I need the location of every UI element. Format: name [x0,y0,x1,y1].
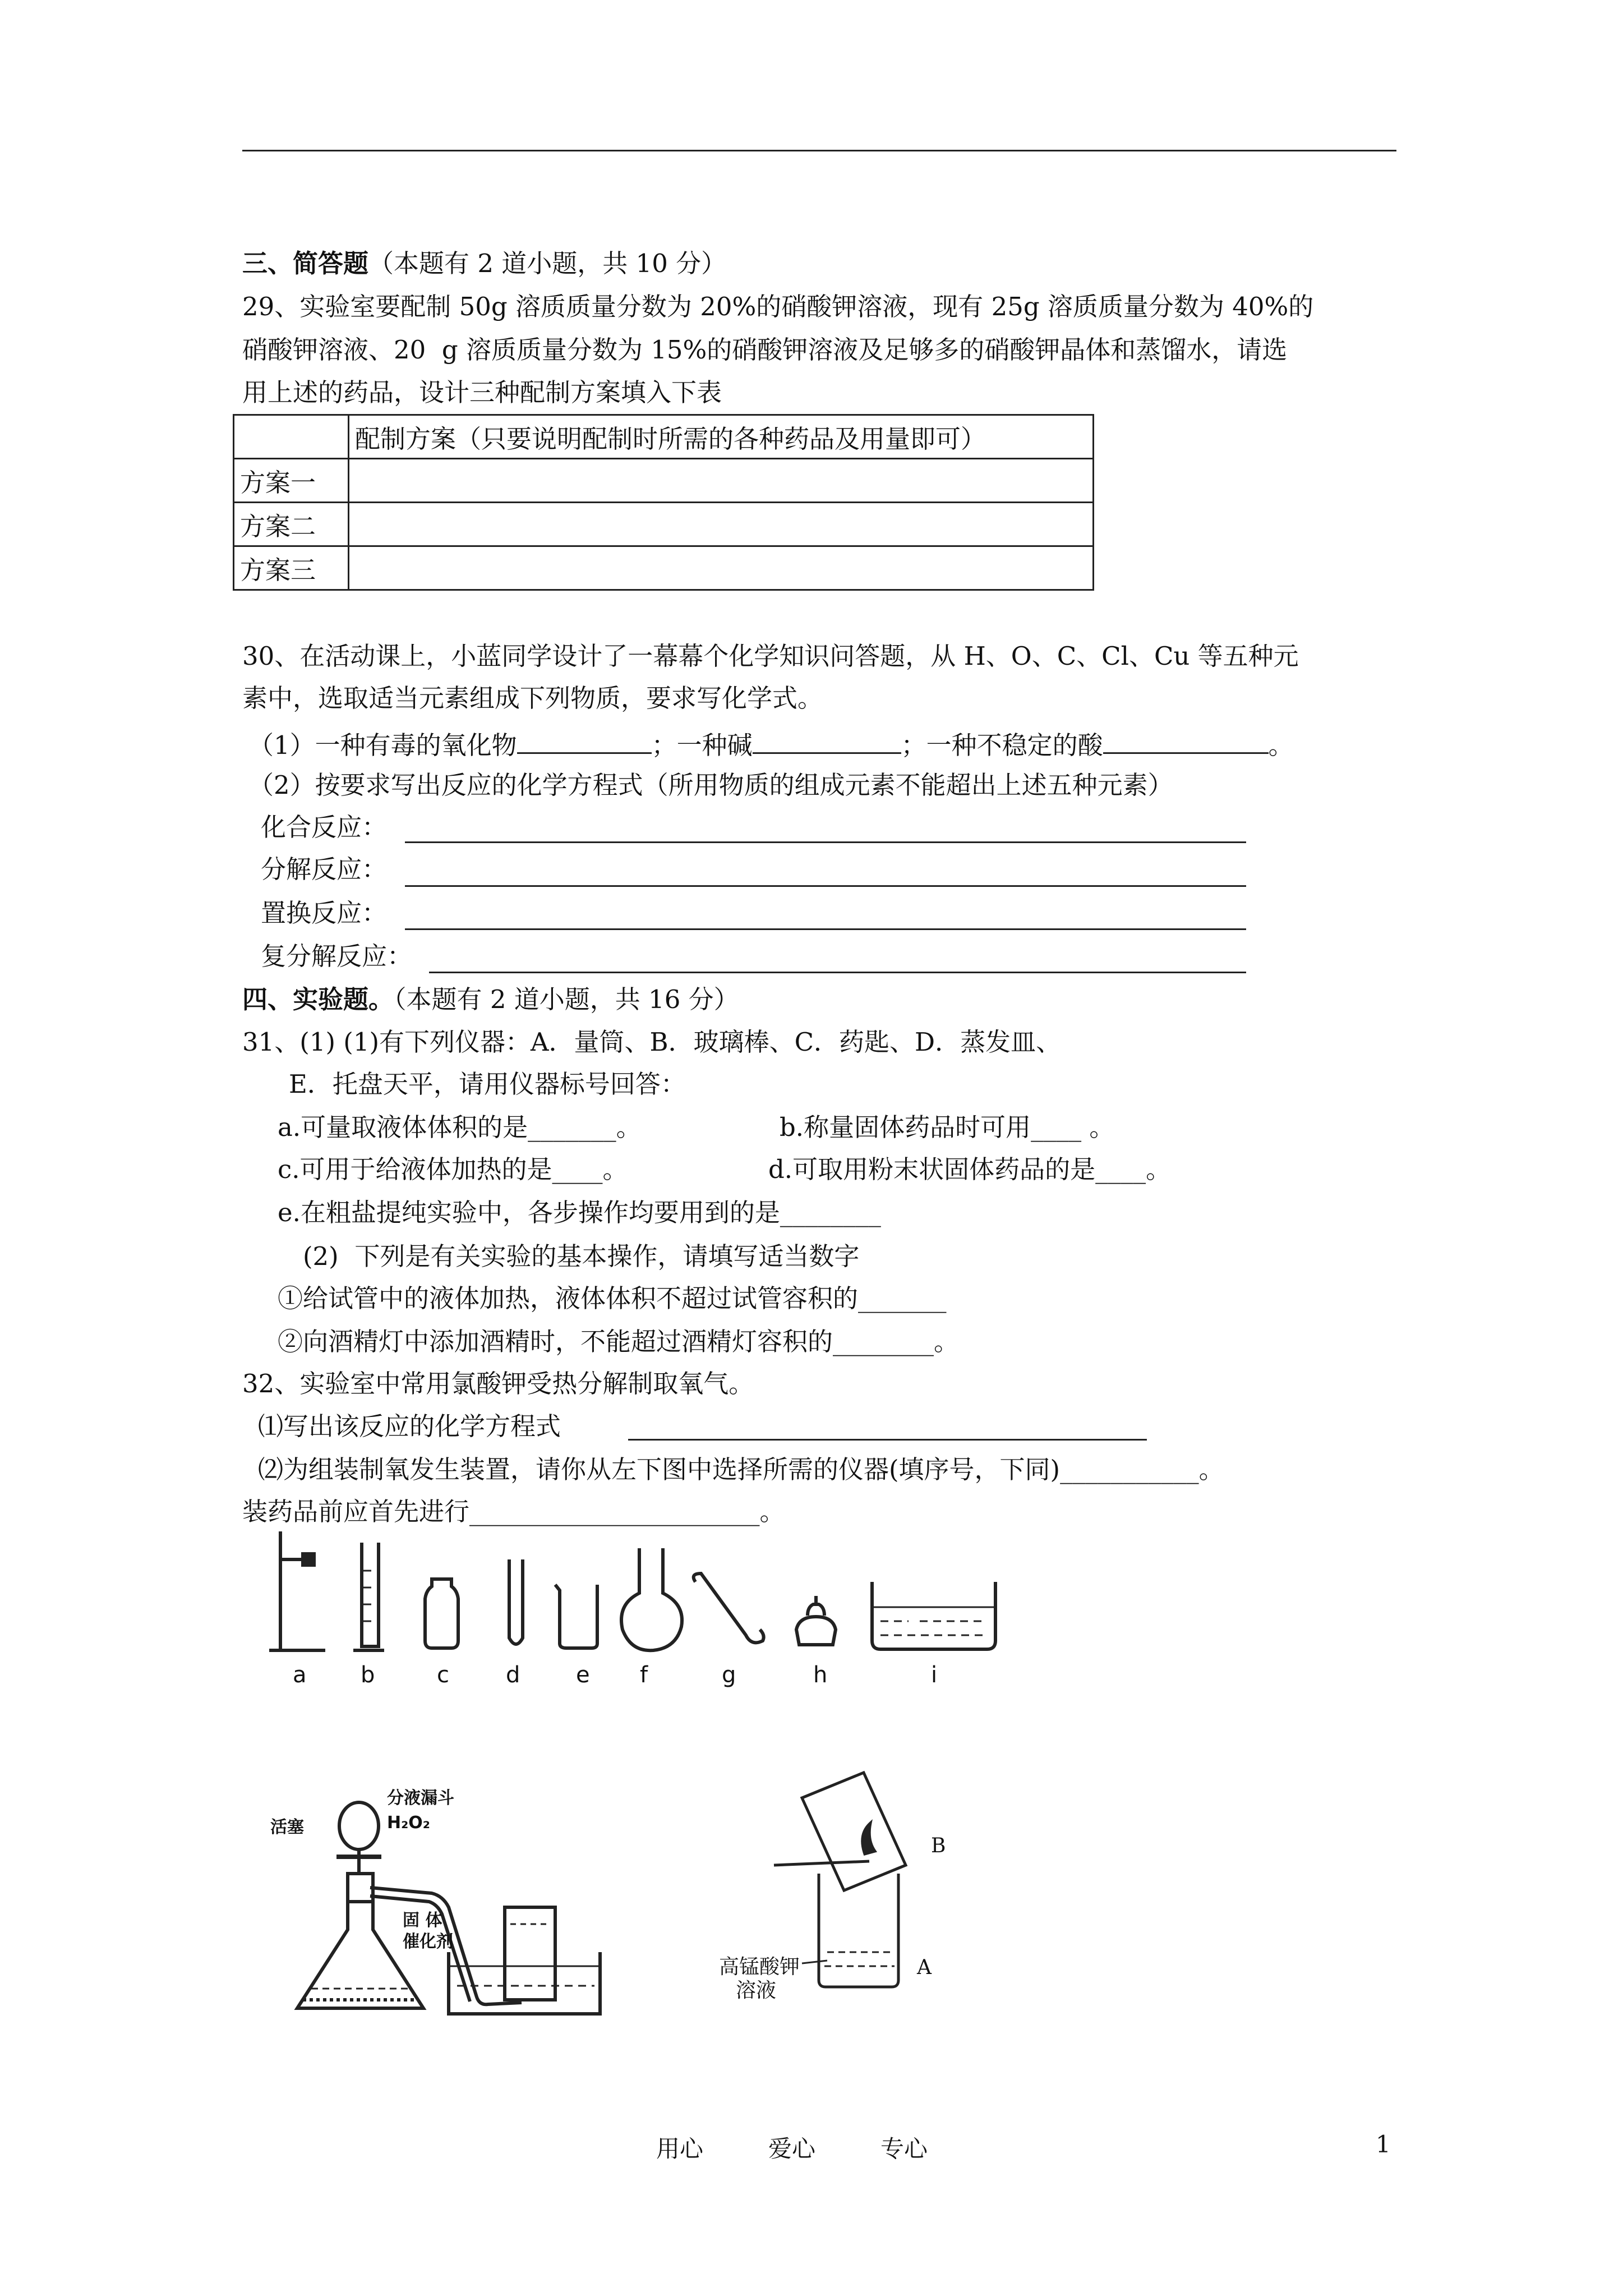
section4-note: （本题有 2 道小题，共 16 分） [394,984,739,1014]
q29-line3: 用上述的药品，设计三种配制方案填入下表 [242,378,722,407]
h2o2-label: H₂O₂ [387,1813,430,1833]
table-row [234,415,1094,459]
q31-line2: E．托盘天平，请用仪器标号回答： [289,1069,686,1099]
reaction-label: 化合反应： [261,812,388,842]
solution-label: 溶液 [736,1979,777,2002]
reaction-label: 置换反应： [261,898,388,928]
answer-line[interactable] [405,885,1246,887]
iron-stand-icon [269,1531,325,1650]
instrument-label: d [506,1662,520,1688]
permanganate-figure [768,1767,1004,2003]
answer-line[interactable] [405,928,1246,930]
footer-text: 专心 [880,2135,928,2162]
reaction-label: 复分解反应： [261,941,413,971]
q29-line2: 硝酸钾溶液、20 g 溶质质量分数为 15%的硝酸钾溶液及足够多的硝酸钾晶体和蒸馏水，请选 [242,335,1288,365]
answer-line[interactable] [405,841,1246,843]
stopcock-label: 活塞 [270,1818,304,1837]
answer-line[interactable] [429,972,1246,973]
q31-c: c.可用于给液体加热的是____。 [278,1154,628,1184]
row-label: 方案一 [234,459,349,503]
answer-blank[interactable] [517,726,652,754]
beaker-icon [555,1585,597,1648]
solution-label: 高锰酸钾 [719,1955,800,1978]
q32-line4: 装药品前应首先进行_______________________。 [242,1497,785,1526]
answer-cell[interactable] [349,546,1094,590]
q31-part2: (2) 下列是有关实验的基本操作，请填写适当数字 [303,1241,860,1271]
instrument-label: a [293,1662,307,1688]
q31-d: d.可取用粉末状固体药品的是____。 [768,1154,1172,1184]
q30-line1: 30、在活动课上，小蓝同学设计了一幕幕个化学知识问答题，从 H、O、C、Cl、Cu 等五种元 [242,641,1299,671]
instrument-label: b [361,1662,375,1688]
header-rule [242,150,1396,151]
q30-part2: （2）按要求写出反应的化学方程式（所用物质的组成元素不能超出上述五种元素） [248,770,1173,800]
q30-part1-b: ；一种碱 [651,730,753,760]
delivery-tube-icon [694,1573,764,1642]
section4-title: 四、实验题。 [242,984,394,1014]
alcohol-lamp-icon [796,1596,836,1645]
q31-e: e.在粗盐提纯实验中，各步操作均要用到的是________ [278,1198,881,1227]
q31-i2: ②向酒精灯中添加酒精时，不能超过酒精灯容积的________。 [278,1327,960,1356]
water-trough-icon [872,1582,995,1649]
round-flask-icon [621,1548,682,1650]
q32-line1: 32、实验室中常用氯酸钾受热分解制取氧气。 [242,1369,754,1398]
row-label: 方案三 [234,546,349,590]
reaction-label: 分解反应： [261,854,388,884]
instrument-label: h [813,1662,828,1688]
instrument-label: c [437,1662,449,1688]
footer-text: 用心 [656,2135,704,2162]
row-label: 方案二 [234,503,349,546]
plan-table [233,414,1094,591]
q32-line2: ⑴写出该反应的化学方程式 [258,1411,561,1441]
q31-i1: ①给试管中的液体加热，液体体积不超过试管容积的_______ [278,1283,947,1313]
instruments-figure [264,1526,1038,1711]
label-a: A [917,1956,932,1979]
q31-line1: 31、(1) (1)有下列仪器：A．量筒、B．玻璃棒、C．药匙、D．蒸发皿、 [242,1027,1062,1057]
answer-blank[interactable] [1103,726,1269,754]
q30-part1-c: ；一种不稳定的酸 [901,730,1103,760]
oxygen-apparatus-figure [264,1784,623,2031]
section4-heading [242,983,739,1016]
answer-cell[interactable] [349,459,1094,503]
catalyst-label: 催化剂 [403,1932,453,1952]
test-tube-icon [509,1559,523,1644]
q31-a: a.可量取液体体积的是_______。 [278,1112,642,1142]
section3-heading [242,247,726,280]
q32-line3: ⑵为组装制氧发生装置，请你从左下图中选择所需的仪器(填序号，下同)___________。 [258,1455,1224,1484]
table-cell [234,415,349,459]
table-row [234,459,1094,503]
graduated-cylinder-icon [353,1543,384,1650]
answer-line[interactable] [628,1439,1147,1441]
label-b: B [931,1834,946,1857]
page-number: 1 [1376,2131,1391,2158]
answer-cell[interactable] [349,503,1094,546]
q30-line2: 素中，选取适当元素组成下列物质，要求写化学式。 [242,683,823,713]
gas-bottle-icon [425,1579,458,1648]
q30-part1-a: （1）一种有毒的氧化物 [248,730,517,760]
q30-part1-end: 。 [1268,730,1294,760]
q30-part1 [248,726,1294,762]
instrument-label: i [931,1662,938,1688]
section3-title: 三、简答题 [242,249,369,278]
instrument-label: e [576,1662,590,1688]
answer-blank[interactable] [753,726,901,754]
instrument-label: g [722,1662,736,1688]
catalyst-label: 固 体 [403,1911,442,1930]
funnel-label: 分液漏斗 [387,1788,454,1808]
q29-line1: 29、实验室要配制 50g 溶质质量分数为 20%的硝酸钾溶液，现有 25g 溶质质量分数为 40%的 [242,292,1314,321]
footer-text: 爱心 [768,2135,816,2162]
table-header: 配制方案（只要说明配制时所需的各种药品及用量即可） [349,415,1094,459]
table-row [234,546,1094,590]
instrument-label: f [640,1662,648,1688]
table-row [234,503,1094,546]
section3-note: （本题有 2 道小题，共 10 分） [368,249,727,278]
q31-b: b.称量固体药品时可用____ 。 [780,1112,1115,1142]
